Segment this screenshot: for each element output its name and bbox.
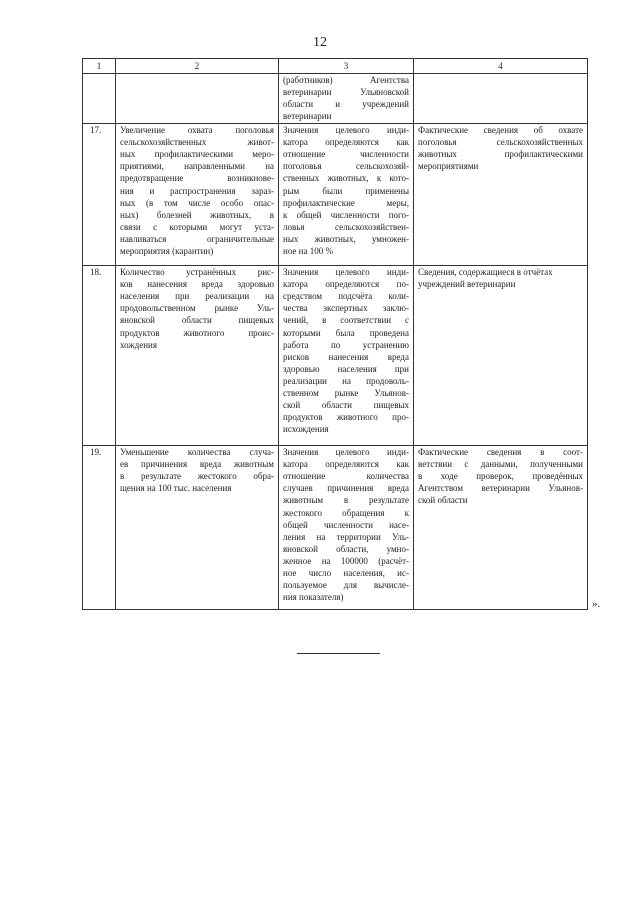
page-number: 12 bbox=[313, 35, 327, 50]
row-number: 17. bbox=[83, 124, 116, 266]
column-header-2: 2 bbox=[116, 59, 279, 74]
cell-line: хождения bbox=[120, 339, 157, 350]
cell-line: реализации на продоволь- bbox=[283, 375, 409, 386]
cell-line: населения при реализации на bbox=[120, 291, 274, 302]
cell-line: яновской области, умно- bbox=[283, 543, 409, 554]
calculation-method bbox=[279, 266, 414, 446]
indicators-table bbox=[82, 58, 588, 610]
cell-line: в результате жестокого обра- bbox=[120, 471, 274, 482]
indicator-name bbox=[116, 266, 279, 446]
cell-line: чений, в соответствии с bbox=[283, 315, 409, 326]
table-row bbox=[83, 124, 588, 266]
continuation-row bbox=[83, 74, 588, 124]
cell-line: животных профилактическими bbox=[418, 149, 583, 160]
cell-line: Значения целевого инди- bbox=[283, 447, 409, 458]
cell-line: Уменьшение количества случа- bbox=[120, 447, 274, 458]
cell-line: ев причинения вреда животным bbox=[120, 459, 274, 470]
cell-line: навливаться ограничительные bbox=[120, 233, 274, 244]
cell-line: жестокого обращения к bbox=[283, 507, 409, 518]
cell-line: отношение количества bbox=[283, 471, 409, 482]
table-row bbox=[83, 266, 588, 446]
cell-line: ветствии с данными, полученными bbox=[418, 459, 583, 470]
cell-line: Значения целевого инди- bbox=[283, 125, 409, 136]
column-header-1: 1 bbox=[83, 59, 116, 74]
cell-line: продовольственном рынке Уль- bbox=[120, 303, 274, 314]
cell-line: ветеринарии bbox=[283, 111, 332, 122]
cell-line: продуктов животного про- bbox=[283, 412, 409, 423]
cell-line: сельскохозяйственных живот- bbox=[120, 137, 274, 148]
cell-line: которыми была проведена bbox=[283, 327, 409, 338]
cell-line: продуктов животного проис- bbox=[120, 327, 274, 338]
cell-line: ственных животных, к кото- bbox=[283, 173, 409, 184]
cell-line: ния и распространения зараз- bbox=[120, 185, 274, 196]
signature-line bbox=[297, 653, 380, 654]
column-header-3: 3 bbox=[279, 59, 414, 74]
cell-line: поголовья сельскохозяй- bbox=[283, 161, 409, 172]
cell-line: ных (в том числе особо опас- bbox=[120, 197, 274, 208]
table-header-row bbox=[83, 59, 588, 74]
cell-line: общей численности насе- bbox=[283, 519, 409, 530]
cell-line: отношение численности bbox=[283, 149, 409, 160]
cell-line: ления на территории Уль- bbox=[283, 531, 409, 542]
cell-line: работа по устранению bbox=[283, 339, 409, 350]
cell-line: ное на 100 % bbox=[283, 246, 333, 257]
cell-line: к общей численности пого- bbox=[283, 209, 409, 220]
cell-line: ков нанесения вреда здоровью bbox=[120, 279, 274, 290]
cell-line: животным в результате bbox=[283, 495, 409, 506]
cell-line: ветеринарии Ульяновской bbox=[283, 87, 409, 98]
cell-line: приятиями, направленными на bbox=[120, 161, 274, 172]
cell-line: в ходе проверок, проведённых bbox=[418, 471, 583, 482]
data-source bbox=[414, 124, 588, 266]
column-header-4: 4 bbox=[414, 59, 588, 74]
cell-line: женное на 100000 (расчёт- bbox=[283, 555, 409, 566]
cell-line: поголовья сельскохозяйственных bbox=[418, 137, 583, 148]
continuation-col3 bbox=[279, 74, 414, 124]
cell-line: ных профилактическими меро- bbox=[120, 149, 274, 160]
cell-line: исхождения bbox=[283, 424, 329, 435]
indicator-name bbox=[116, 446, 279, 610]
cell-line: случаев причинения вреда bbox=[283, 483, 409, 494]
calculation-method bbox=[279, 124, 414, 266]
cell-line: связи с которыми могут уста- bbox=[120, 221, 274, 232]
cell-line: ственном рынке Ульянов- bbox=[283, 388, 409, 399]
cell-line: ской области пищевых bbox=[283, 400, 409, 411]
cell-line: области и учреждений bbox=[283, 99, 409, 110]
cell-line: ловья сельскохозяйствен- bbox=[283, 221, 409, 232]
cell-line: катора определяются по- bbox=[283, 279, 409, 290]
cell-line: предотвращение возникнове- bbox=[120, 173, 274, 184]
cell-line: Количество устранённых рис- bbox=[120, 267, 274, 278]
cell-line: чества экспертных заклю- bbox=[283, 303, 409, 314]
cell-line: щения на 100 тыс. населения bbox=[120, 483, 232, 494]
row-number: 18. bbox=[83, 266, 116, 446]
cell-line: Фактические сведения об охвате bbox=[418, 125, 583, 136]
cell-line: здоровью населения при bbox=[283, 363, 409, 374]
row-number: 19. bbox=[83, 446, 116, 610]
cell-line: учреждений ветеринарии bbox=[418, 279, 516, 290]
cell-line: яновской области пищевых bbox=[120, 315, 274, 326]
cell-line: мероприятия (карантин) bbox=[120, 246, 214, 257]
cell-line: пользуемое для вычисле- bbox=[283, 580, 409, 591]
indicator-name bbox=[116, 124, 279, 266]
closing-quote: ». bbox=[592, 598, 601, 610]
cell-line: ное число населения, ис- bbox=[283, 568, 409, 579]
cell-line: ных животных, умножен- bbox=[283, 233, 409, 244]
cell-line: Сведения, содержащиеся в отчётах bbox=[418, 267, 553, 278]
cell-line: ской области bbox=[418, 495, 468, 506]
cell-line: Увеличение охвата поголовья bbox=[120, 125, 274, 136]
cell-line: Значения целевого инди- bbox=[283, 267, 409, 278]
cell-line: мероприятиями bbox=[418, 161, 479, 172]
cell-line: средством подсчёта коли- bbox=[283, 291, 409, 302]
data-source bbox=[414, 446, 588, 610]
cell-line: катора определяются как bbox=[283, 459, 409, 470]
cell-line: рым были применены bbox=[283, 185, 409, 196]
table-row bbox=[83, 446, 588, 610]
cell-line: Агентством ветеринарии Ульянов- bbox=[418, 483, 583, 494]
data-source bbox=[414, 266, 588, 446]
cell-line: (работников) Агентства bbox=[283, 75, 409, 86]
cell-line: ных) болезней животных, в bbox=[120, 209, 274, 220]
cell-line: ния показателя) bbox=[283, 592, 344, 603]
calculation-method bbox=[279, 446, 414, 610]
cell-line: Фактические сведения в соот- bbox=[418, 447, 583, 458]
cell-line: катора определяются как bbox=[283, 137, 409, 148]
cell-line: рисков нанесения вреда bbox=[283, 351, 409, 362]
cell-line: профилактические меры, bbox=[283, 197, 409, 208]
